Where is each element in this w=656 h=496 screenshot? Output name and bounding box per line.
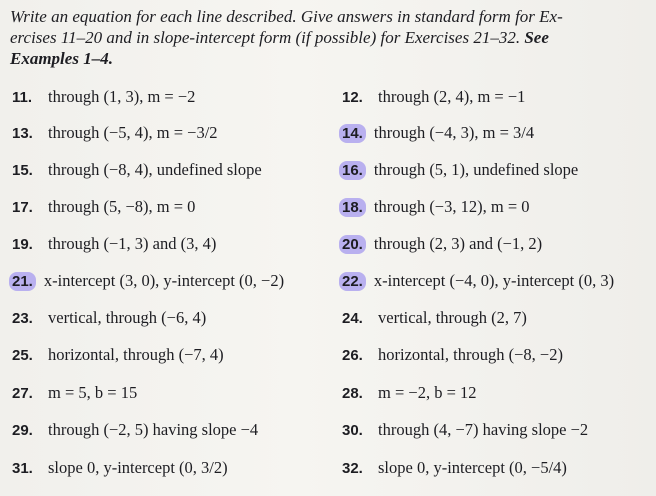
exercise-text: through (−4, 3), m = 3/4 [373,123,535,142]
exercise-18 [342,192,530,222]
exercise-31 [12,453,228,483]
instructions-line-2: ercises 11–20 and in slope-intercept form (if possible) for Exercises 21–32. See [10,28,549,47]
exercise-20 [342,229,542,259]
exercise-number: 25. [12,346,33,364]
exercise-14 [342,118,534,148]
exercise-number: 19. [12,235,33,253]
exercise-text: x-intercept (−4, 0), y-intercept (0, 3) [373,271,615,290]
instructions-line-1: Write an equation for each line described. Give answers in standard form for Ex- [10,7,563,26]
exercise-17 [12,192,195,222]
exercise-number: 15. [12,161,33,179]
exercise-text: through (2, 3) and (−1, 2) [373,234,543,253]
exercise-25 [12,340,224,370]
exercise-number: 21. [9,272,36,291]
exercise-number: 26. [342,346,363,364]
exercise-number: 16. [339,161,366,180]
exercise-28 [342,378,477,408]
exercise-text: slope 0, y-intercept (0, 3/2) [48,458,228,477]
exercise-number: 30. [342,421,363,439]
exercise-text: through (4, −7) having slope −2 [378,420,589,439]
exercise-32 [342,453,567,483]
exercise-15 [12,155,262,185]
exercise-number: 31. [12,459,33,477]
exercise-number: 27. [12,384,33,402]
instructions-line-3: Examples 1–4. [10,49,113,68]
exercise-text: through (2, 4), m = −1 [378,87,526,106]
exercise-23 [12,303,206,333]
exercise-number: 14. [339,124,366,143]
exercise-number: 24. [342,309,363,327]
exercise-text: slope 0, y-intercept (0, −5/4) [378,458,567,477]
exercise-text: through (−8, 4), undefined slope [48,160,262,179]
exercise-text: through (−3, 12), m = 0 [373,197,530,216]
exercise-29 [12,415,258,445]
exercise-number: 28. [342,384,363,402]
exercise-30 [342,415,588,445]
exercise-text: horizontal, through (−8, −2) [378,345,563,364]
exercise-text: through (1, 3), m = −2 [48,87,196,106]
exercise-19 [12,229,216,259]
exercise-24 [342,303,527,333]
exercise-number: 17. [12,198,33,216]
exercise-text: vertical, through (−6, 4) [48,308,207,327]
exercise-number: 13. [12,124,33,142]
exercise-text: through (−1, 3) and (3, 4) [48,234,217,253]
exercise-text: through (−5, 4), m = −3/2 [48,123,218,142]
exercise-number: 11. [12,88,33,106]
exercise-number: 22. [339,272,366,291]
exercise-text: m = 5, b = 15 [48,383,138,402]
exercise-13 [12,118,218,148]
exercise-12 [342,82,525,112]
exercise-number: 23. [12,309,33,327]
exercise-text: through (5, 1), undefined slope [373,160,579,179]
exercise-number: 29. [12,421,33,439]
exercise-11 [12,82,195,112]
exercise-text: m = −2, b = 12 [378,383,477,402]
exercise-27 [12,378,137,408]
exercise-number: 12. [342,88,363,106]
exercise-number: 18. [339,198,366,217]
see-label: See [524,28,549,47]
exercise-text: horizontal, through (−7, 4) [48,345,224,364]
exercise-text: vertical, through (2, 7) [378,308,527,327]
exercise-number: 32. [342,459,363,477]
exercise-21 [12,266,284,296]
instructions [10,6,650,69]
exercise-16 [342,155,578,185]
exercise-number: 20. [339,235,366,254]
exercise-text: x-intercept (3, 0), y-intercept (0, −2) [43,271,285,290]
exercise-text: through (−2, 5) having slope −4 [48,420,259,439]
exercise-26 [342,340,563,370]
exercise-22 [342,266,614,296]
exercise-text: through (5, −8), m = 0 [48,197,196,216]
